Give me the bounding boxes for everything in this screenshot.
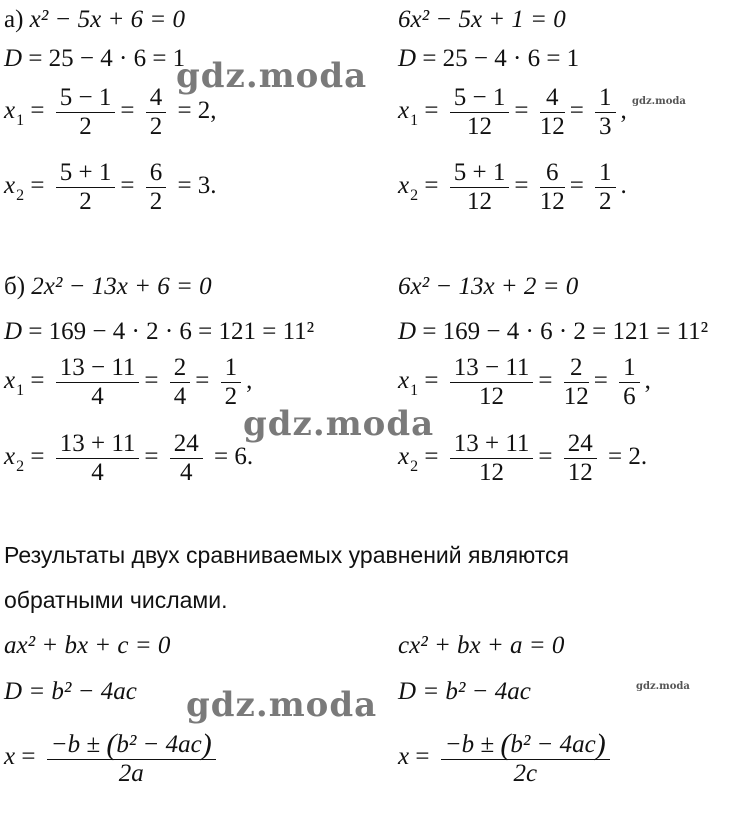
fraction: $\frac{6}{12}$ bbox=[539, 159, 565, 215]
part-b-right-discriminant: D = 169 − 4 · 6 · 2 = 121 = 11² bbox=[398, 318, 709, 345]
fraction: $\frac{2}{12}$ bbox=[563, 354, 589, 410]
fraction: $\frac{2}{4}$ bbox=[170, 355, 191, 410]
fraction: $\frac{4}{2}$ bbox=[146, 85, 167, 140]
fraction: $\frac{1}{3}$ bbox=[595, 85, 616, 140]
part-a-right-x2: $x_2$ = $\frac{5 + 1}{12}$ = $\frac{6}{12}$ = $\frac{1}{2}$ . bbox=[398, 159, 627, 215]
part-a-left-x1: $x_1$ = $\frac{5 - 1}{2}$ = $\frac{4}{2}$ = 2, bbox=[4, 84, 217, 140]
watermark: gdz.moda bbox=[243, 404, 435, 444]
part-a-left-discriminant: D = 25 − 4 · 6 = 1 bbox=[4, 45, 186, 72]
fraction: $\frac{5 - 1}{2}$ bbox=[56, 85, 116, 140]
part-b-right-equation: 6x² − 13x + 2 = 0 bbox=[398, 273, 579, 300]
part-a-right-equation: 6x² − 5x + 1 = 0 bbox=[398, 6, 566, 33]
fraction: $\frac{5 - 1}{12}$ bbox=[450, 85, 510, 140]
general-right-roots-formula: x = $\frac{\text{−b ± (b² − 4ac)}}{2c}$ bbox=[398, 730, 615, 787]
watermark-small: gdz.moda bbox=[632, 96, 686, 107]
fraction: $\frac{1}{6}$ bbox=[619, 355, 640, 410]
fraction: $\frac{\text{−b ± (b² − 4ac)}}{2c}$ bbox=[441, 730, 610, 787]
general-left-equation: ax² + bx + c = 0 bbox=[4, 632, 171, 659]
watermark-small: gdz.moda bbox=[636, 681, 690, 692]
fraction: $\frac{1}{2}$ bbox=[221, 355, 242, 410]
part-a-left-x2: $x_2$ = $\frac{5 + 1}{2}$ = $\frac{6}{2}$ = 3. bbox=[4, 159, 217, 215]
part-a-left-equation: а) x² − 5x + 6 = 0 bbox=[4, 6, 185, 33]
fraction: $\frac{24}{4}$ bbox=[170, 431, 203, 486]
conclusion-line-1: Результаты двух сравниваемых уравнений являются bbox=[4, 542, 569, 568]
part-a-right-x1: $x_1$ = $\frac{5 - 1}{12}$ = $\frac{4}{12}$ = $\frac{1}{3}$ , bbox=[398, 84, 627, 140]
general-right-discriminant: D = b² − 4ac bbox=[398, 678, 531, 705]
general-left-discriminant: D = b² − 4ac bbox=[4, 678, 137, 705]
fraction: $\frac{13 - 11}{12}$ bbox=[450, 355, 534, 410]
fraction: $\frac{\text{−b ± (b² − 4ac)}}{2a}$ bbox=[47, 730, 216, 787]
general-right-equation: cx² + bx + a = 0 bbox=[398, 632, 565, 659]
part-b-right-x1: $x_1$ = $\frac{13 - 11}{12}$ = $\frac{2}{12}$ = $\frac{1}{6}$ , bbox=[398, 354, 651, 410]
part-b-left-x2: $x_2$ = $\frac{13 + 11}{4}$ = $\frac{24}{4}$ = 6. bbox=[4, 430, 254, 486]
conclusion-line-2: обратными числами. bbox=[4, 587, 228, 613]
fraction: $\frac{24}{12}$ bbox=[564, 431, 597, 486]
part-a-right-discriminant: D = 25 − 4 · 6 = 1 bbox=[398, 45, 580, 72]
part-b-right-x2: $x_2$ = $\frac{13 + 11}{12}$ = $\frac{24}{12}$ = 2. bbox=[398, 430, 648, 486]
part-a-label: а) bbox=[4, 6, 24, 33]
fraction: $\frac{13 - 11}{4}$ bbox=[56, 355, 140, 410]
fraction: $\frac{5 + 1}{12}$ bbox=[450, 160, 510, 215]
fraction: $\frac{6}{2}$ bbox=[146, 160, 167, 215]
fraction: $\frac{1}{2}$ bbox=[595, 160, 616, 215]
general-left-roots-formula: x = $\frac{\text{−b ± (b² − 4ac)}}{2a}$ bbox=[4, 730, 221, 787]
watermark: gdz.moda bbox=[186, 685, 378, 725]
fraction: $\frac{5 + 1}{2}$ bbox=[56, 160, 116, 215]
watermark: gdz.moda bbox=[176, 56, 368, 96]
fraction: $\frac{13 + 11}{12}$ bbox=[450, 431, 534, 486]
part-b-label: б) bbox=[4, 273, 26, 300]
fraction: $\frac{4}{12}$ bbox=[539, 84, 565, 140]
fraction: $\frac{13 + 11}{4}$ bbox=[56, 431, 140, 486]
part-b-left-equation: б) 2x² − 13x + 6 = 0 bbox=[4, 273, 212, 300]
part-b-left-discriminant: D = 169 − 4 · 2 · 6 = 121 = 11² bbox=[4, 318, 315, 345]
part-b-left-x1: $x_1$ = $\frac{13 - 11}{4}$ = $\frac{2}{4}$ = $\frac{1}{2}$ , bbox=[4, 354, 253, 410]
